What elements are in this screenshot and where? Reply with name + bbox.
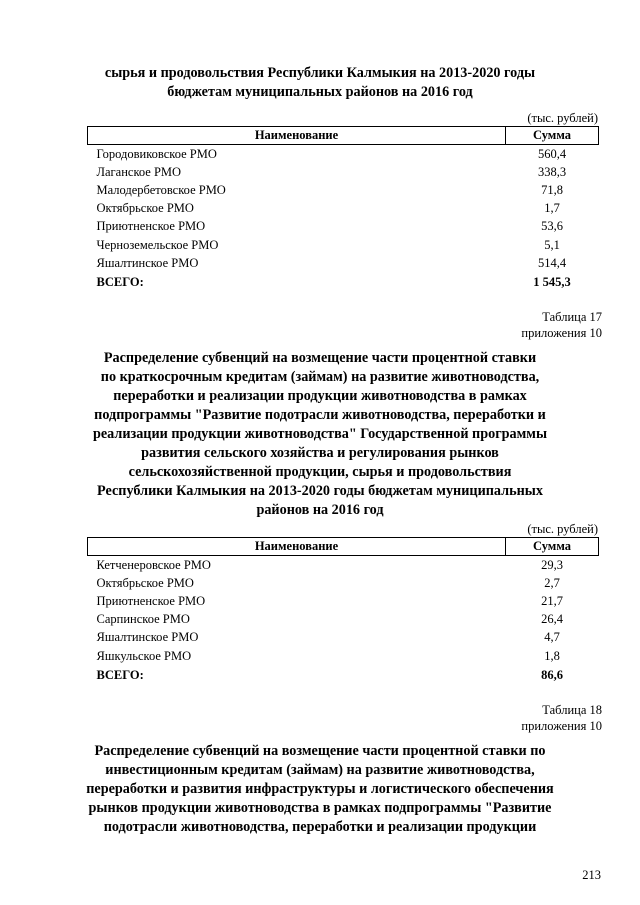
row-sum: 1,7 (544, 201, 560, 216)
table1-header-name: Наименование (88, 127, 506, 145)
heading-line: подпрограммы "Развитие подотрасли животноводства, переработки и (94, 407, 546, 423)
table2-total-row (88, 665, 599, 686)
total-label: ВСЕГО: (96, 668, 144, 683)
row-sum: 53,6 (541, 219, 563, 234)
row-sum: 1,8 (544, 648, 560, 663)
row-name: Октябрьское РМО (96, 575, 194, 590)
table-row (88, 647, 599, 665)
row-sum: 514,4 (537, 255, 567, 270)
heading-line: инвестиционным кредитам (займам) на развитие животноводства, (105, 762, 535, 778)
table-number: Таблица 18 (542, 703, 602, 717)
row-name: Лаганское РМО (96, 164, 182, 179)
row-name: Яшалтинское РМО (96, 255, 199, 270)
row-sum: 5,1 (544, 237, 560, 252)
top-heading-line: сырья и продовольствия Республики Калмыкия на 2013-2020 годы (104, 65, 536, 81)
row-sum: 4,7 (544, 630, 560, 645)
table-row (88, 574, 599, 592)
table-row (88, 181, 599, 199)
row-sum: 29,3 (541, 557, 563, 572)
heading-line: Республики Калмыкия на 2013-2020 годы бюджетам муниципальных (97, 483, 543, 499)
table-row (88, 163, 599, 181)
heading-line: сельскохозяйственной продукции, сырья и продовольствия (128, 464, 512, 480)
row-name: Октябрьское РМО (96, 201, 194, 216)
row-sum: 71,8 (541, 182, 563, 197)
page-number: 213 (582, 868, 601, 882)
row-name: Малодербетовское РМО (96, 182, 226, 197)
heading-line: районов на 2016 год (256, 502, 384, 518)
appendix-number: приложения 10 (521, 326, 602, 340)
table-number: Таблица 17 (542, 310, 602, 324)
heading-line: переработки и реализации продукции животноводства в рамках (113, 388, 527, 404)
table-row (88, 145, 599, 164)
table-row (88, 611, 599, 629)
heading-line: реализации продукции животноводства" Государственной программы (92, 426, 548, 442)
heading-line: подотрасли животноводства, переработки и реализации продукции (103, 819, 537, 835)
table-row (88, 629, 599, 647)
table1 (87, 126, 599, 293)
row-name: Приютненское РМО (96, 219, 206, 234)
table-row (88, 556, 599, 575)
row-sum: 21,7 (541, 593, 563, 608)
row-name: Приютненское РМО (96, 593, 206, 608)
table2-header-sum: Сумма (506, 538, 599, 556)
heading-line: переработки и развития инфраструктуры и логистического обеспечения (86, 781, 554, 797)
row-name: Яшкульское РМО (96, 648, 192, 663)
top-heading (60, 64, 580, 102)
table1-unit: (тыс. рублей) (527, 111, 598, 125)
heading-line: Распределение субвенций на возмещение части процентной ставки (103, 350, 537, 366)
top-heading-line: бюджетам муниципальных районов на 2016 год (167, 84, 473, 100)
total-sum: 1 545,3 (533, 275, 571, 290)
row-name: Сарпинское РМО (96, 612, 190, 627)
heading-line: Распределение субвенций на возмещение части процентной ставки по (94, 743, 546, 759)
row-sum: 26,4 (541, 612, 563, 627)
table17-heading (60, 349, 580, 520)
row-name: Кетченеровское РМО (96, 557, 211, 572)
table-row (88, 592, 599, 610)
heading-line: развития сельского хозяйства и регулирования рынков (141, 445, 499, 461)
table-row (88, 254, 599, 272)
table17-reference (521, 309, 602, 341)
heading-line: по краткосрочным кредитам (займам) на развитие животноводства, (100, 369, 540, 385)
row-name: Яшалтинское РМО (96, 630, 199, 645)
table-row (88, 236, 599, 254)
table18-heading (60, 742, 580, 837)
appendix-number: приложения 10 (521, 719, 602, 733)
table18-reference (521, 702, 602, 734)
table1-total-row (88, 272, 599, 293)
table2 (87, 537, 599, 686)
table1-header-row (88, 127, 599, 145)
table2-header-row (88, 538, 599, 556)
row-name: Городовиковское РМО (96, 146, 217, 161)
table-row (88, 200, 599, 218)
total-sum: 86,6 (541, 668, 563, 683)
table-row (88, 218, 599, 236)
row-name: Черноземельское РМО (96, 237, 219, 252)
table2-unit: (тыс. рублей) (527, 522, 598, 536)
row-sum: 560,4 (537, 146, 567, 161)
row-sum: 338,3 (537, 164, 567, 179)
row-sum: 2,7 (544, 575, 560, 590)
heading-line: рынков продукции животноводства в рамках подпрограммы "Развитие (88, 800, 552, 816)
total-label: ВСЕГО: (96, 275, 144, 290)
table2-header-name: Наименование (88, 538, 506, 556)
table1-header-sum: Сумма (506, 127, 599, 145)
